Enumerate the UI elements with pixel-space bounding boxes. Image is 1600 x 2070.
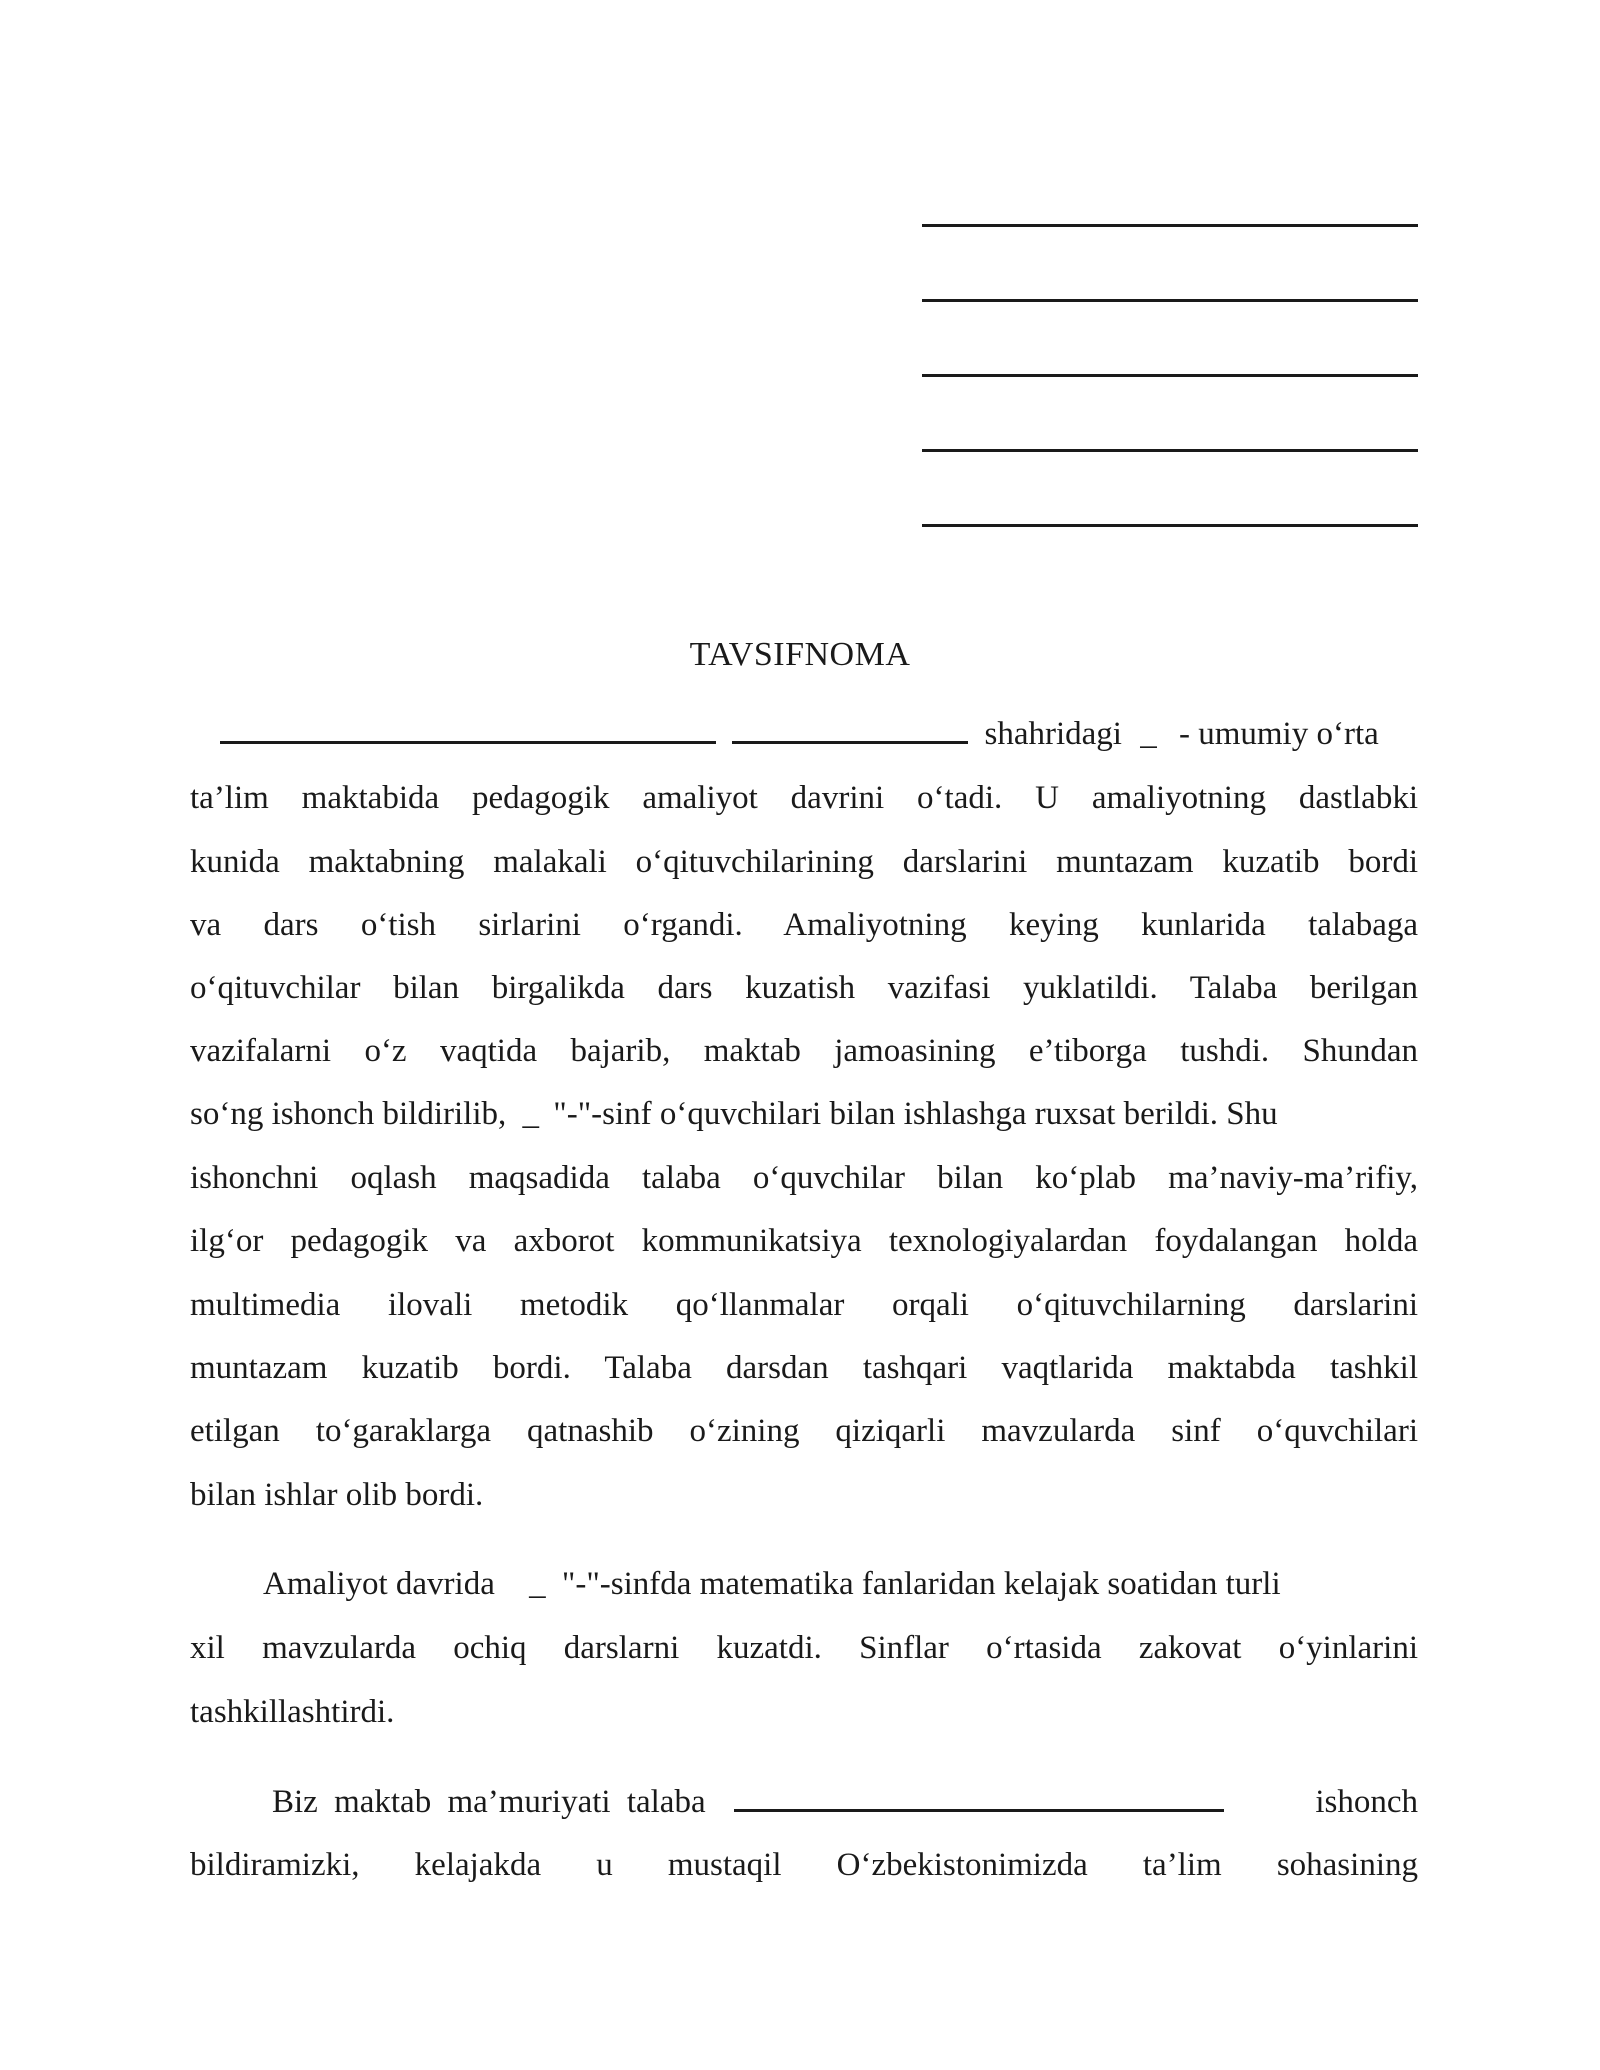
- para2-line1-post: "-"-sinfda matematika fanlaridan kelajak soatidan turli: [561, 1566, 1281, 1602]
- para1-line-13: bilan ishlar olib bordi.: [190, 1477, 484, 1513]
- para1-line-3: kunida maktabning malakali o‘qituvchilarining darslarini muntazam kuzatib bordi: [190, 844, 1418, 880]
- para3-line1-pre: Biz maktab ma’muriyati talaba: [272, 1784, 706, 1820]
- para2-line1-pre: Amaliyot davrida: [263, 1566, 495, 1602]
- name-blank: [220, 715, 716, 744]
- student-name-blank: [734, 1783, 1224, 1812]
- para1-line-9: ilg‘or pedagogik va axborot kommunikatsiya texnologiyalardan foydalangan holda: [190, 1223, 1418, 1259]
- para1-line-10: multimedia ilovali metodik qo‘llanmalar orqali o‘qituvchilarning darslarini: [190, 1287, 1418, 1323]
- para2-class-blank: _: [529, 1566, 546, 1602]
- para1-line-11: muntazam kuzatib bordi. Talaba darsdan tashqari vaqtlarida maktabda tashkil: [190, 1350, 1418, 1386]
- class-blank: _: [522, 1096, 539, 1132]
- para3-line1-post: ishonch: [1315, 1784, 1418, 1820]
- address-blank-line-2: [922, 299, 1418, 302]
- para2-line-1: [263, 1564, 1418, 1604]
- para1-line7-pre: so‘ng ishonch bildirilib,: [190, 1096, 507, 1132]
- school-number-blank: _: [1140, 716, 1157, 752]
- para1-line-8: ishonchni oqlash maqsadida talaba o‘quvchilar bilan ko‘plab ma’naviy-ma’rifiy,: [190, 1160, 1418, 1196]
- para1-line-1: [220, 714, 1418, 754]
- para1-line1-tail: - umumiy o‘rta: [1178, 716, 1379, 752]
- para1-line-7: [190, 1094, 1418, 1134]
- para1-line-4: va dars o‘tish sirlarini o‘rgandi. Amaliyotning keying kunlarida talabaga: [190, 907, 1418, 943]
- para1-line-2: ta’lim maktabida pedagogik amaliyot davrini o‘tadi. U amaliyotning dastlabki: [190, 780, 1418, 816]
- para2-line-2: xil mavzularda ochiq darslarni kuzatdi. Sinflar o‘rtasida zakovat o‘yinlarini: [190, 1630, 1418, 1666]
- address-blank-line-5: [922, 524, 1418, 527]
- para3-line-1: [272, 1782, 1418, 1822]
- address-blank-line-1: [922, 224, 1418, 227]
- address-blank-line-4: [922, 449, 1418, 452]
- para1-line1-text: shahridagi: [984, 716, 1122, 752]
- city-blank: [732, 715, 968, 744]
- para3-line-2: bildiramizki, kelajakda u mustaqil O‘zbekistonimizda ta’lim sohasining: [190, 1847, 1418, 1883]
- para1-line-6: vazifalarni o‘z vaqtida bajarib, maktab jamoasining e’tiborga tushdi. Shundan: [190, 1033, 1418, 1069]
- address-blank-line-3: [922, 374, 1418, 377]
- para1-line7-post: "-"-sinf o‘quvchilari bilan ishlashga ruxsat berildi. Shu: [553, 1096, 1278, 1132]
- document-title: TAVSIFNOMA: [689, 636, 911, 673]
- para2-line-3: tashkillashtirdi.: [190, 1694, 395, 1730]
- para1-line-5: o‘qituvchilar bilan birgalikda dars kuzatish vazifasi yuklatildi. Talaba berilgan: [190, 970, 1418, 1006]
- para1-line-12: etilgan to‘garaklarga qatnashib o‘zining qiziqarli mavzularda sinf o‘quvchilari: [190, 1413, 1418, 1449]
